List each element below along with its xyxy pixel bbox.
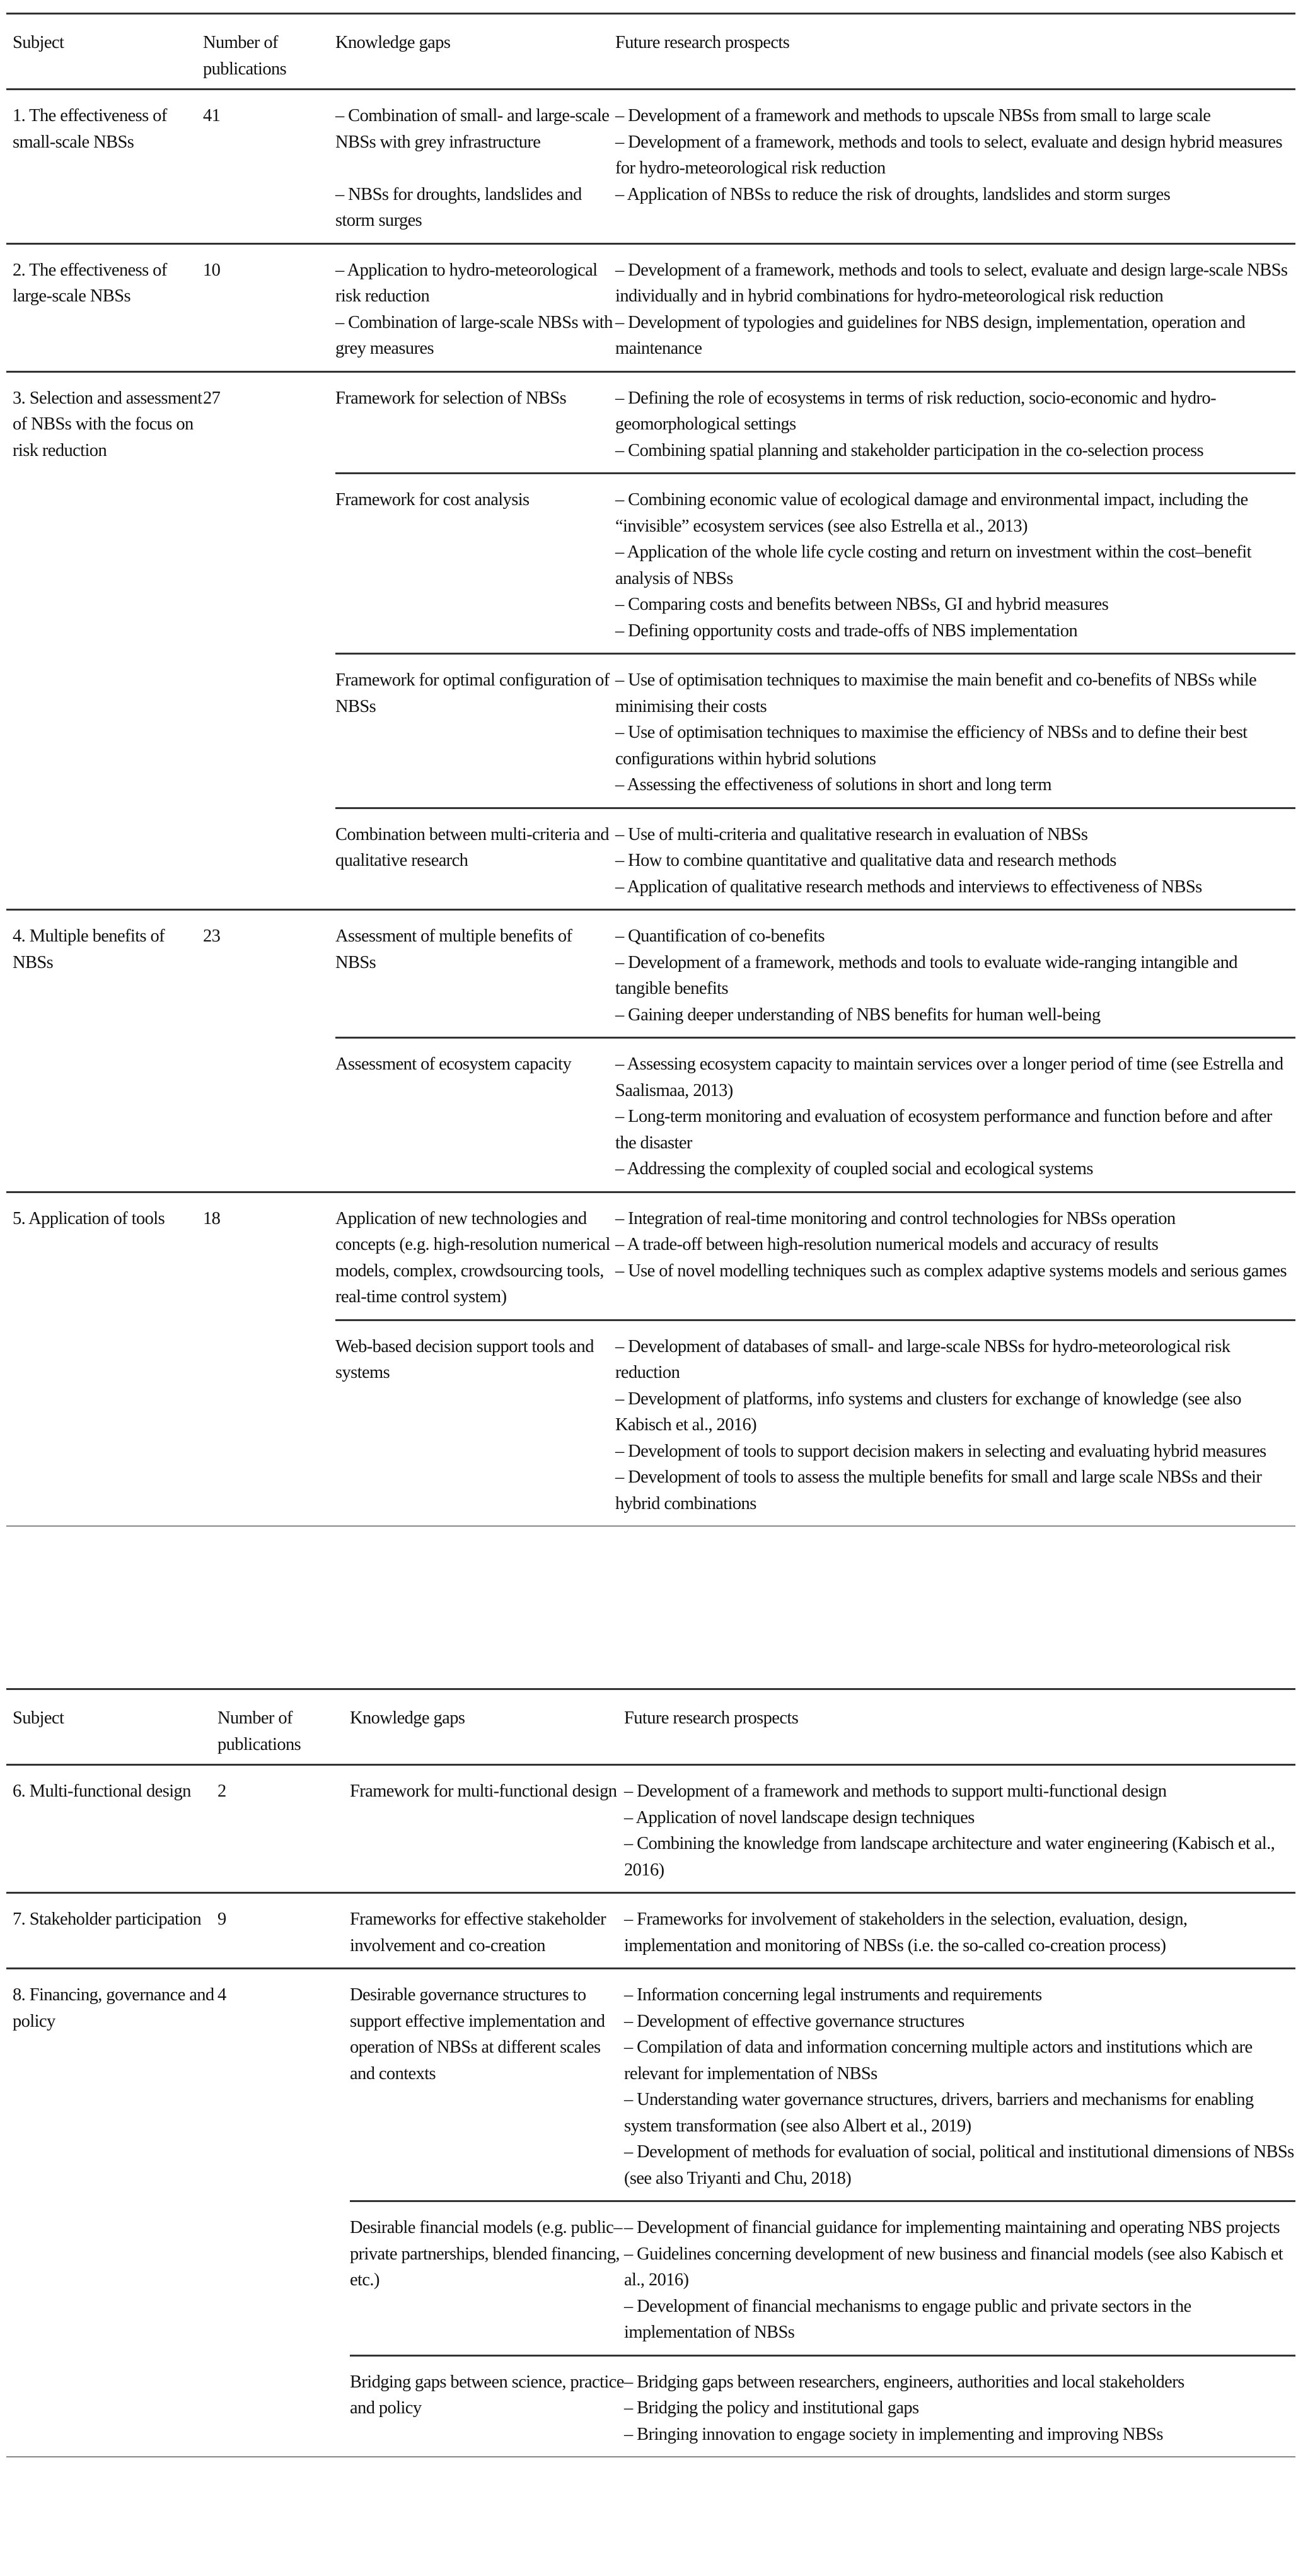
knowledge-gap-item: – Application to hydro-meteorological risk reduction bbox=[335, 260, 598, 306]
subject-cell: 8. Financing, governance and policy bbox=[13, 1985, 214, 2031]
gap-subrow bbox=[335, 911, 1295, 1037]
knowledge-gap-item: Framework for multi-functional design bbox=[350, 1781, 617, 1801]
publications-count-cell: 27 bbox=[203, 388, 221, 408]
knowledge-gaps-cell bbox=[350, 2357, 624, 2457]
header-gaps: Knowledge gaps bbox=[350, 1708, 465, 1728]
knowledge-gap-item: Desirable governance structures to support effective implementation and operation of NBSs at different scales and contexts bbox=[350, 1985, 605, 2084]
prospect-item: – Application of NBSs to reduce the risk of droughts, landslides and storm surges bbox=[615, 184, 1171, 204]
prospect-item: – Development of a framework, methods and tools to select, evaluate and design hybrid measures for hydro-meteorological risk reduction bbox=[615, 132, 1282, 178]
gap-subrow bbox=[350, 2355, 1295, 2457]
prospect-item: – Development of a framework and methods to support multi-functional design bbox=[624, 1781, 1167, 1801]
subject-cell: 7. Stakeholder participation bbox=[13, 1909, 201, 1929]
header-prospects: Future research prospects bbox=[624, 1708, 799, 1728]
knowledge-gaps-cell bbox=[335, 1039, 615, 1191]
table-row bbox=[6, 373, 1295, 911]
header-number: Number of publications bbox=[217, 1708, 301, 1754]
knowledge-gap-item: Frameworks for effective stakeholder involvement and co-creation bbox=[350, 1909, 606, 1955]
gap-group bbox=[335, 373, 1295, 909]
subject-cell: 6. Multi-functional design bbox=[13, 1781, 191, 1801]
prospect-item: – Frameworks for involvement of stakeholders in the selection, evaluation, design, implementation and monitoring of NBSs (i.e. the so-called co-creation process) bbox=[624, 1909, 1188, 1955]
prospect-item: – Application of qualitative research methods and interviews to effectiveness of NBSs bbox=[615, 877, 1202, 897]
knowledge-gaps-cell bbox=[335, 373, 615, 473]
knowledge-gaps-cell bbox=[335, 1321, 615, 1526]
knowledge-gap-item: – NBSs for droughts, landslides and storm surges bbox=[335, 184, 582, 230]
gap-subrow bbox=[335, 245, 1295, 371]
prospect-item: – Assessing ecosystem capacity to maintain services over a longer period of time (see Estrella and Saalismaa, 2013) bbox=[615, 1054, 1283, 1100]
publications-count-cell: 23 bbox=[203, 926, 221, 946]
prospect-item: – Use of optimisation techniques to maximise the main benefit and co-benefits of NBSs while minimising their costs bbox=[615, 670, 1257, 716]
prospect-item: – Development of a framework and methods to upscale NBSs from small to large scale bbox=[615, 106, 1211, 125]
gap-subrow bbox=[350, 2200, 1295, 2355]
knowledge-gap-item: Assessment of ecosystem capacity bbox=[335, 1054, 572, 1074]
knowledge-gap-item: Framework for cost analysis bbox=[335, 490, 530, 510]
knowledge-gap-item: Assessment of multiple benefits of NBSs bbox=[335, 926, 572, 972]
knowledge-gaps-cell bbox=[335, 1193, 615, 1319]
publications-count-cell: 4 bbox=[217, 1985, 226, 2005]
prospect-item: – Use of multi-criteria and qualitative research in evaluation of NBSs bbox=[615, 824, 1088, 844]
future-prospects-cell bbox=[615, 809, 1295, 909]
table-row bbox=[6, 1193, 1295, 1527]
gap-subrow bbox=[335, 1037, 1295, 1191]
prospect-item: – Combining the knowledge from landscape architecture and water engineering (Kabisch et al., 2016) bbox=[624, 1834, 1275, 1880]
knowledge-gaps-cell bbox=[335, 809, 615, 909]
knowledge-gaps-cell bbox=[335, 90, 615, 243]
prospect-item: – Understanding water governance structures, drivers, barriers and mechanisms for enabling system transformation (see also Albert et al., 2019) bbox=[624, 2090, 1254, 2136]
subject-cell: 5. Application of tools bbox=[13, 1208, 165, 1228]
gap-subrow bbox=[350, 1969, 1295, 2200]
knowledge-gap-item: Web-based decision support tools and systems bbox=[335, 1336, 594, 1382]
future-prospects-cell bbox=[615, 911, 1295, 1037]
gap-group bbox=[350, 1766, 1295, 1892]
knowledge-gaps-cell bbox=[335, 655, 615, 807]
future-prospects-cell bbox=[615, 90, 1295, 243]
knowledge-gaps-cell bbox=[350, 1766, 624, 1892]
prospect-item: – Development of methods for evaluation of social, political and institutional dimensions of NBSs (see also Triyanti and Chu, 2018) bbox=[624, 2142, 1294, 2188]
header-subject: Subject bbox=[13, 33, 64, 52]
header-prospects: Future research prospects bbox=[615, 33, 790, 52]
future-prospects-cell bbox=[624, 2357, 1295, 2457]
prospect-item: – Development of tools to support decision makers in selecting and evaluating hybrid measures bbox=[615, 1441, 1266, 1461]
knowledge-gap-item: Desirable financial models (e.g. public–private partnerships, blended financing, etc.) bbox=[350, 2218, 622, 2290]
knowledge-gaps-cell bbox=[335, 911, 615, 1037]
header-number: Number of publications bbox=[203, 33, 287, 79]
prospect-item: – Development of typologies and guidelines for NBS design, implementation, operation and maintenance bbox=[615, 312, 1246, 358]
prospect-item: – Use of novel modelling techniques such as complex adaptive systems models and serious games bbox=[615, 1261, 1287, 1281]
table-part-2 bbox=[6, 1688, 1295, 2457]
knowledge-gaps-cell bbox=[335, 245, 615, 371]
prospect-item: – Application of the whole life cycle costing and return on investment within the cost–benefit analysis of NBSs bbox=[615, 542, 1251, 588]
prospect-item: – Guidelines concerning development of new business and financial models (see also Kabisch et al., 2016) bbox=[624, 2244, 1283, 2290]
future-prospects-cell bbox=[615, 655, 1295, 807]
prospect-item: – Development of a framework, methods and tools to select, evaluate and design large-scale NBSs individually and in hybrid combinations for hydro-meteorological risk reduction bbox=[615, 260, 1288, 306]
future-prospects-cell bbox=[615, 1039, 1295, 1191]
prospect-item: – How to combine quantitative and qualitative data and research methods bbox=[615, 851, 1116, 870]
knowledge-gaps-cell bbox=[350, 1894, 624, 1967]
table-part-1 bbox=[6, 13, 1295, 1527]
future-prospects-cell bbox=[615, 373, 1295, 473]
table-row bbox=[6, 911, 1295, 1193]
prospect-item: – Integration of real-time monitoring and control technologies for NBSs operation bbox=[615, 1208, 1176, 1228]
gap-subrow bbox=[335, 1193, 1295, 1319]
future-prospects-cell bbox=[624, 2202, 1295, 2355]
subject-cell: 2. The effectiveness of large-scale NBSs bbox=[13, 260, 167, 306]
subject-cell: 3. Selection and assessment of NBSs with the focus on risk reduction bbox=[13, 388, 202, 460]
knowledge-gap-item: – Combination of large-scale NBSs with grey measures bbox=[335, 312, 613, 358]
future-prospects-cell bbox=[615, 245, 1295, 371]
publications-count-cell: 18 bbox=[203, 1208, 221, 1228]
gap-subrow bbox=[335, 90, 1295, 243]
gap-subrow bbox=[335, 653, 1295, 807]
prospect-item: – Information concerning legal instruments and requirements bbox=[624, 1985, 1042, 2005]
prospect-item: – Development of effective governance structures bbox=[624, 2011, 964, 2031]
gap-group bbox=[350, 1894, 1295, 1967]
table-row bbox=[6, 1969, 1295, 2457]
knowledge-gaps-cell bbox=[350, 1969, 624, 2200]
prospect-item: – Defining the role of ecosystems in terms of risk reduction, socio-economic and hydro-geomorphological settings bbox=[615, 388, 1216, 434]
subject-cell: 4. Multiple benefits of NBSs bbox=[13, 926, 165, 972]
prospect-item: – Gaining deeper understanding of NBS benefits for human well-being bbox=[615, 1005, 1101, 1025]
table-row bbox=[6, 1894, 1295, 1969]
header-row bbox=[6, 15, 1295, 88]
table-body-2 bbox=[6, 1766, 1295, 2457]
knowledge-gap-item: – Combination of small- and large-scale NBSs with grey infrastructure bbox=[335, 106, 610, 152]
knowledge-gap-item: Framework for selection of NBSs bbox=[335, 388, 567, 408]
gap-group bbox=[335, 1193, 1295, 1526]
prospect-item: – Development of databases of small- and large-scale NBSs for hydro-meteorological risk reduction bbox=[615, 1336, 1231, 1382]
prospect-item: – Development of platforms, info systems and clusters for exchange of knowledge (see also Kabisch et al., 2016) bbox=[615, 1389, 1241, 1435]
header-row bbox=[6, 1690, 1295, 1764]
prospect-item: – Combining spatial planning and stakeholder participation in the co-selection process bbox=[615, 440, 1203, 460]
gap-subrow bbox=[335, 373, 1295, 473]
prospect-item: – Compilation of data and information concerning multiple actors and institutions which are relevant for implementation of NBSs bbox=[624, 2037, 1253, 2084]
prospect-item: – Use of optimisation techniques to maximise the efficiency of NBSs and to define their best configurations within hybrid solutions bbox=[615, 723, 1248, 769]
gap-subrow bbox=[335, 472, 1295, 653]
gap-group bbox=[335, 911, 1295, 1191]
gap-subrow bbox=[350, 1766, 1295, 1892]
knowledge-gaps-cell bbox=[350, 2202, 624, 2355]
future-prospects-cell bbox=[615, 1321, 1295, 1526]
gap-subrow bbox=[335, 807, 1295, 909]
gap-subrow bbox=[350, 1894, 1295, 1967]
table-row bbox=[6, 245, 1295, 373]
header-gaps: Knowledge gaps bbox=[335, 33, 451, 52]
prospect-item: – Development of financial mechanisms to engage public and private sectors in the implementation of NBSs bbox=[624, 2296, 1191, 2342]
table-row bbox=[6, 90, 1295, 245]
subject-cell: 1. The effectiveness of small-scale NBSs bbox=[13, 106, 167, 152]
knowledge-gap-item: Application of new technologies and concepts (e.g. high-resolution numerical models, complex, crowdsourcing tools, real-time control system) bbox=[335, 1208, 610, 1307]
publications-count-cell: 41 bbox=[203, 106, 221, 125]
prospect-item: – A trade-off between high-resolution numerical models and accuracy of results bbox=[615, 1235, 1159, 1254]
knowledge-gap-item: Combination between multi-criteria and qualitative research bbox=[335, 824, 609, 870]
future-prospects-cell bbox=[615, 1193, 1295, 1319]
future-prospects-cell bbox=[624, 1766, 1295, 1892]
prospect-item: – Combining economic value of ecological damage and environmental impact, including the “invisible” ecosystem services (see also Estrella et al., 2013) bbox=[615, 490, 1248, 536]
publications-count-cell: 10 bbox=[203, 260, 221, 280]
knowledge-gaps-cell bbox=[335, 474, 615, 653]
prospect-item: – Assessing the effectiveness of solutions in short and long term bbox=[615, 775, 1051, 795]
prospect-item: – Application of novel landscape design techniques bbox=[624, 1807, 975, 1827]
prospect-item: – Addressing the complexity of coupled social and ecological systems bbox=[615, 1159, 1093, 1179]
future-prospects-cell bbox=[624, 1894, 1295, 1967]
prospect-item: – Quantification of co-benefits bbox=[615, 926, 825, 946]
prospect-item: – Comparing costs and benefits between NBSs, GI and hybrid measures bbox=[615, 595, 1109, 614]
future-prospects-cell bbox=[615, 474, 1295, 653]
publications-count-cell: 2 bbox=[217, 1781, 226, 1801]
publications-count-cell: 9 bbox=[217, 1909, 226, 1929]
future-prospects-cell bbox=[624, 1969, 1295, 2200]
prospect-item: – Development of a framework, methods and tools to evaluate wide-ranging intangible and tangible benefits bbox=[615, 952, 1237, 998]
gap-subrow bbox=[335, 1319, 1295, 1526]
table-body-1 bbox=[6, 90, 1295, 1527]
gap-group bbox=[350, 1969, 1295, 2456]
prospect-item: – Defining opportunity costs and trade-offs of NBS implementation bbox=[615, 621, 1078, 641]
prospect-item: – Bringing innovation to engage society in implementing and improving NBSs bbox=[624, 2424, 1163, 2444]
prospect-item: – Long-term monitoring and evaluation of ecosystem performance and function before and after the disaster bbox=[615, 1107, 1272, 1153]
knowledge-gap-item: Framework for optimal configuration of NBSs bbox=[335, 670, 610, 716]
gap-group bbox=[335, 245, 1295, 371]
prospect-item: – Development of financial guidance for implementing maintaining and operating NBS projects bbox=[624, 2218, 1280, 2237]
table-row bbox=[6, 1766, 1295, 1894]
prospect-item: – Bridging the policy and institutional gaps bbox=[624, 2398, 919, 2418]
prospect-item: – Bridging gaps between researchers, engineers, authorities and local stakeholders bbox=[624, 2372, 1184, 2392]
header-subject: Subject bbox=[13, 1708, 64, 1728]
gap-group bbox=[335, 90, 1295, 243]
prospect-item: – Development of tools to assess the multiple benefits for small and large scale NBSs and their hybrid combinations bbox=[615, 1467, 1262, 1513]
knowledge-gap-item: Bridging gaps between science, practice and policy bbox=[350, 2372, 624, 2418]
